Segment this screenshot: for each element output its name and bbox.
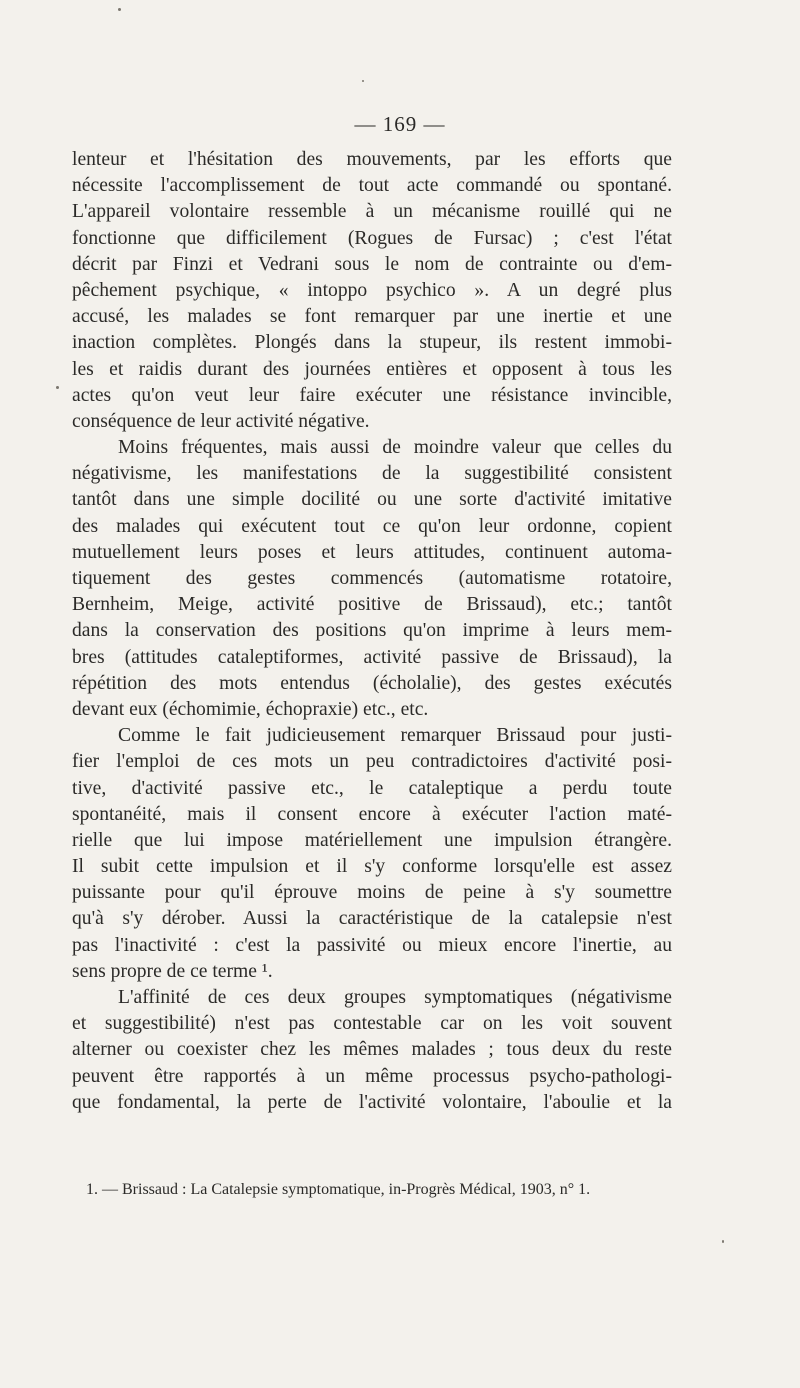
text-line: des malades qui exécutent tout ce qu'on leur ordonne, copient	[72, 515, 672, 537]
text-line: qu'à s'y dérober. Aussi la caractéristique de la catalepsie n'est	[72, 908, 672, 930]
text-line: nécessite l'accomplissement de tout acte commandé ou spontané.	[72, 175, 672, 197]
text-line: répétition des mots entendus (écholalie), des gestes exécutés	[72, 672, 672, 694]
text-line: fonctionne que difficilement (Rogues de Fursac) ; c'est l'état	[72, 227, 672, 249]
text-line: conséquence de leur activité négative.	[72, 410, 370, 432]
text-line: pas l'inactivité : c'est la passivité ou mieux encore l'inertie, au	[72, 934, 672, 956]
paper-speck	[722, 1240, 724, 1243]
text-line: décrit par Finzi et Vedrani sous le nom de contrainte ou d'em-	[72, 253, 672, 275]
text-line: alterner ou coexister chez les mêmes malades ; tous deux du reste	[72, 1039, 672, 1061]
text-line: devant eux (échomimie, échopraxie) etc., etc.	[72, 698, 429, 720]
text-line: puissante pour qu'il éprouve moins de peine à s'y soumettre	[72, 882, 672, 904]
text-line: spontanéité, mais il consent encore à exécuter l'action maté-	[72, 803, 672, 825]
text-line: mutuellement leurs poses et leurs attitudes, continuent automa-	[72, 541, 672, 563]
text-line: Comme le fait judicieusement remarquer Brissaud pour justi-	[118, 725, 672, 747]
text-line: actes qu'on veut leur faire exécuter une résistance invincible,	[72, 384, 672, 406]
paper-speck	[118, 8, 121, 11]
text-line: les et raidis durant des journées entières et opposent à tous les	[72, 358, 672, 380]
text-line: tantôt dans une simple docilité ou une sorte d'activité imitative	[72, 489, 672, 511]
text-line: Bernheim, Meige, activité positive de Brissaud), etc.; tantôt	[72, 594, 672, 616]
text-line: Il subit cette impulsion et il s'y conforme lorsqu'elle est assez	[72, 856, 672, 878]
text-line: tiquement des gestes commencés (automatisme rotatoire,	[72, 568, 672, 589]
text-line: et suggestibilité) n'est pas contestable car on les voit souvent	[72, 1013, 672, 1035]
text-line: fier l'emploi de ces mots un peu contradictoires d'activité posi-	[72, 751, 672, 773]
text-line: L'appareil volontaire ressemble à un mécanisme rouillé qui ne	[72, 201, 672, 223]
text-line: sens propre de ce terme ¹.	[72, 960, 273, 982]
text-line: que fondamental, la perte de l'activité volontaire, l'aboulie et la	[72, 1091, 672, 1113]
text-line: tive, d'activité passive etc., le cataleptique a perdu toute	[72, 777, 672, 799]
paper-speck	[362, 80, 364, 82]
body-text	[72, 147, 672, 1116]
text-line: dans la conservation des positions qu'on imprime à leurs mem-	[72, 620, 672, 642]
page-number: — 169 —	[354, 112, 446, 136]
text-line: inaction complètes. Plongés dans la stupeur, ils restent immobi-	[72, 332, 672, 354]
text-line: Moins fréquentes, mais aussi de moindre valeur que celles du	[118, 437, 672, 459]
text-line: peuvent être rapportés à un même processus psycho-pathologi-	[72, 1065, 672, 1087]
paper-speck	[56, 386, 59, 389]
footnote: 1. — Brissaud : La Catalepsie symptomatique, in-Progrès Médical, 1903, n° 1.	[86, 1181, 591, 1198]
text-line: lenteur et l'hésitation des mouvements, par les efforts que	[72, 149, 672, 170]
text-line: L'affinité de ces deux groupes symptomatiques (négativisme	[118, 987, 672, 1008]
text-line: bres (attitudes cataleptiformes, activité passive de Brissaud), la	[72, 646, 672, 668]
text-line: négativisme, les manifestations de la suggestibilité consistent	[72, 463, 672, 485]
text-line: rielle que lui impose matériellement une impulsion étrangère.	[72, 829, 672, 851]
text-line: accusé, les malades se font remarquer par une inertie et une	[72, 306, 672, 328]
text-line: pêchement psychique, « intoppo psychico ». A un degré plus	[72, 279, 672, 301]
